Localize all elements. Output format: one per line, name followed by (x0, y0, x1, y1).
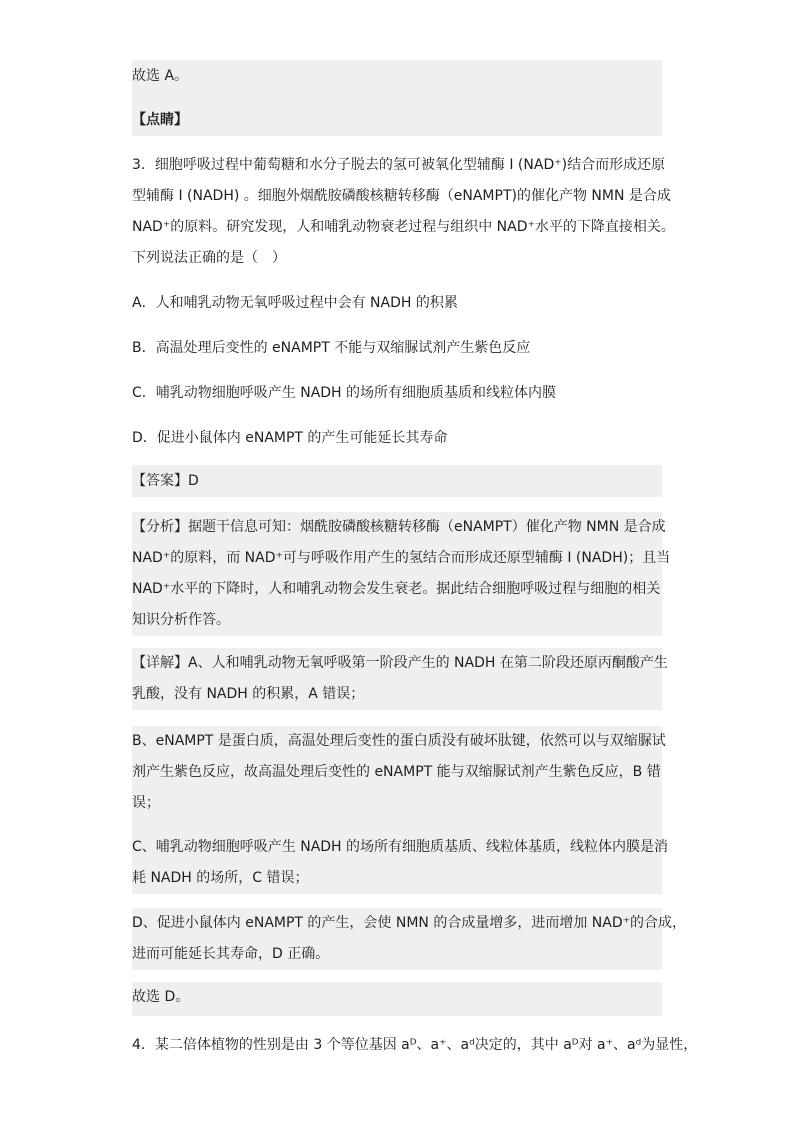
detail-b-block (132, 726, 666, 832)
analysis-line-4: 知识分析作答。 (132, 612, 230, 628)
option-a-text: A．人和哺乳动物无氧呼吸过程中会有 NADH 的积累 (132, 295, 458, 311)
detail-c-line-2: 耗 NADH 的场所，C 错误； (132, 870, 309, 886)
question-3-line-3: NAD⁺的原料。研究发现，人和哺乳动物衰老过程与组织中 NAD⁺水平的下降直接相关。 (132, 219, 675, 235)
question-3-line-1: 3．细胞呼吸过程中葡萄糖和水分子脱去的氢可被氧化型辅酶 I (NAD⁺)结合而形成还原 (132, 157, 666, 173)
analysis-line-2: NAD⁺的原料，而 NAD⁺可与呼吸作用产生的氢结合而形成还原型辅酶 I (NADH)；且当 (132, 550, 671, 566)
detail-a-line-1: 【详解】A、人和哺乳动物无氧呼吸第一阶段产生的 NADH 在第二阶段还原丙酮酸产生 (132, 655, 668, 671)
option-b (132, 333, 662, 364)
final-selection-block (132, 982, 662, 1016)
detail-b-line-3: 误； (132, 795, 160, 811)
analysis-line-1: 【分析】据题干信息可知：烟酰胺磷酸核糖转移酶（eNAMPT）催化产物 NMN 是合成 (132, 519, 666, 535)
question-3-line-4: 下列说法正确的是（ ） (132, 250, 286, 266)
detail-d-line-2: 进而可能延长其寿命，D 正确。 (132, 946, 330, 962)
final-selection: 故选 D。 (132, 989, 190, 1005)
detail-d-block (132, 908, 687, 970)
option-b-text: B．高温处理后变性的 eNAMPT 不能与双缩脲试剂产生紫色反应 (132, 340, 531, 356)
question-3-line-2: 型辅酶 I (NADH) 。细胞外烟酰胺磷酸核糖转移酶（eNAMPT)的催化产物 NMN 是合成 (132, 188, 671, 204)
tip-heading: 【点睛】 (132, 112, 188, 128)
previous-answer-block (132, 60, 662, 106)
detail-c-block (132, 832, 669, 894)
tip-heading-block (132, 106, 662, 136)
detail-a-line-2: 乳酸，没有 NADH 的积累，A 错误； (132, 686, 365, 702)
option-d-text: D．促进小鼠体内 eNAMPT 的产生可能延长其寿命 (132, 430, 448, 446)
option-d (132, 423, 662, 454)
question-4 (132, 1030, 698, 1061)
answer-text: 【答案】D (132, 473, 199, 489)
analysis-block (132, 512, 671, 636)
option-a (132, 288, 662, 319)
detail-b-line-1: B、eNAMPT 是蛋白质，高温处理后变性的蛋白质没有破坏肽键，依然可以与双缩脲试 (132, 733, 666, 749)
question-3 (132, 150, 675, 274)
detail-a-block (132, 648, 668, 710)
question-4-line-1: 4．某二倍体植物的性别是由 3 个等位基因 aᴰ、a⁺、aᵈ决定的，其中 aᴰ对 a⁺、aᵈ为显性， (132, 1037, 698, 1053)
detail-b-line-2: 剂产生紫色反应，故高温处理后变性的 eNAMPT 能与双缩脲试剂产生紫色反应，B 错 (132, 764, 661, 780)
option-c (132, 378, 662, 409)
detail-d-line-1: D、促进小鼠体内 eNAMPT 的产生，会使 NMN 的合成量增多，进而增加 NAD⁺的合成， (132, 915, 687, 931)
option-c-text: C．哺乳动物细胞呼吸产生 NADH 的场所有细胞质基质和线粒体内膜 (132, 385, 557, 401)
analysis-line-3: NAD⁺水平的下降时，人和哺乳动物会发生衰老。据此结合细胞呼吸过程与细胞的相关 (132, 581, 661, 597)
detail-c-line-1: C、哺乳动物细胞呼吸产生 NADH 的场所有细胞质基质、线粒体基质，线粒体内膜是消 (132, 839, 669, 855)
previous-selection: 故选 A。 (132, 68, 189, 84)
answer-block (132, 465, 662, 497)
